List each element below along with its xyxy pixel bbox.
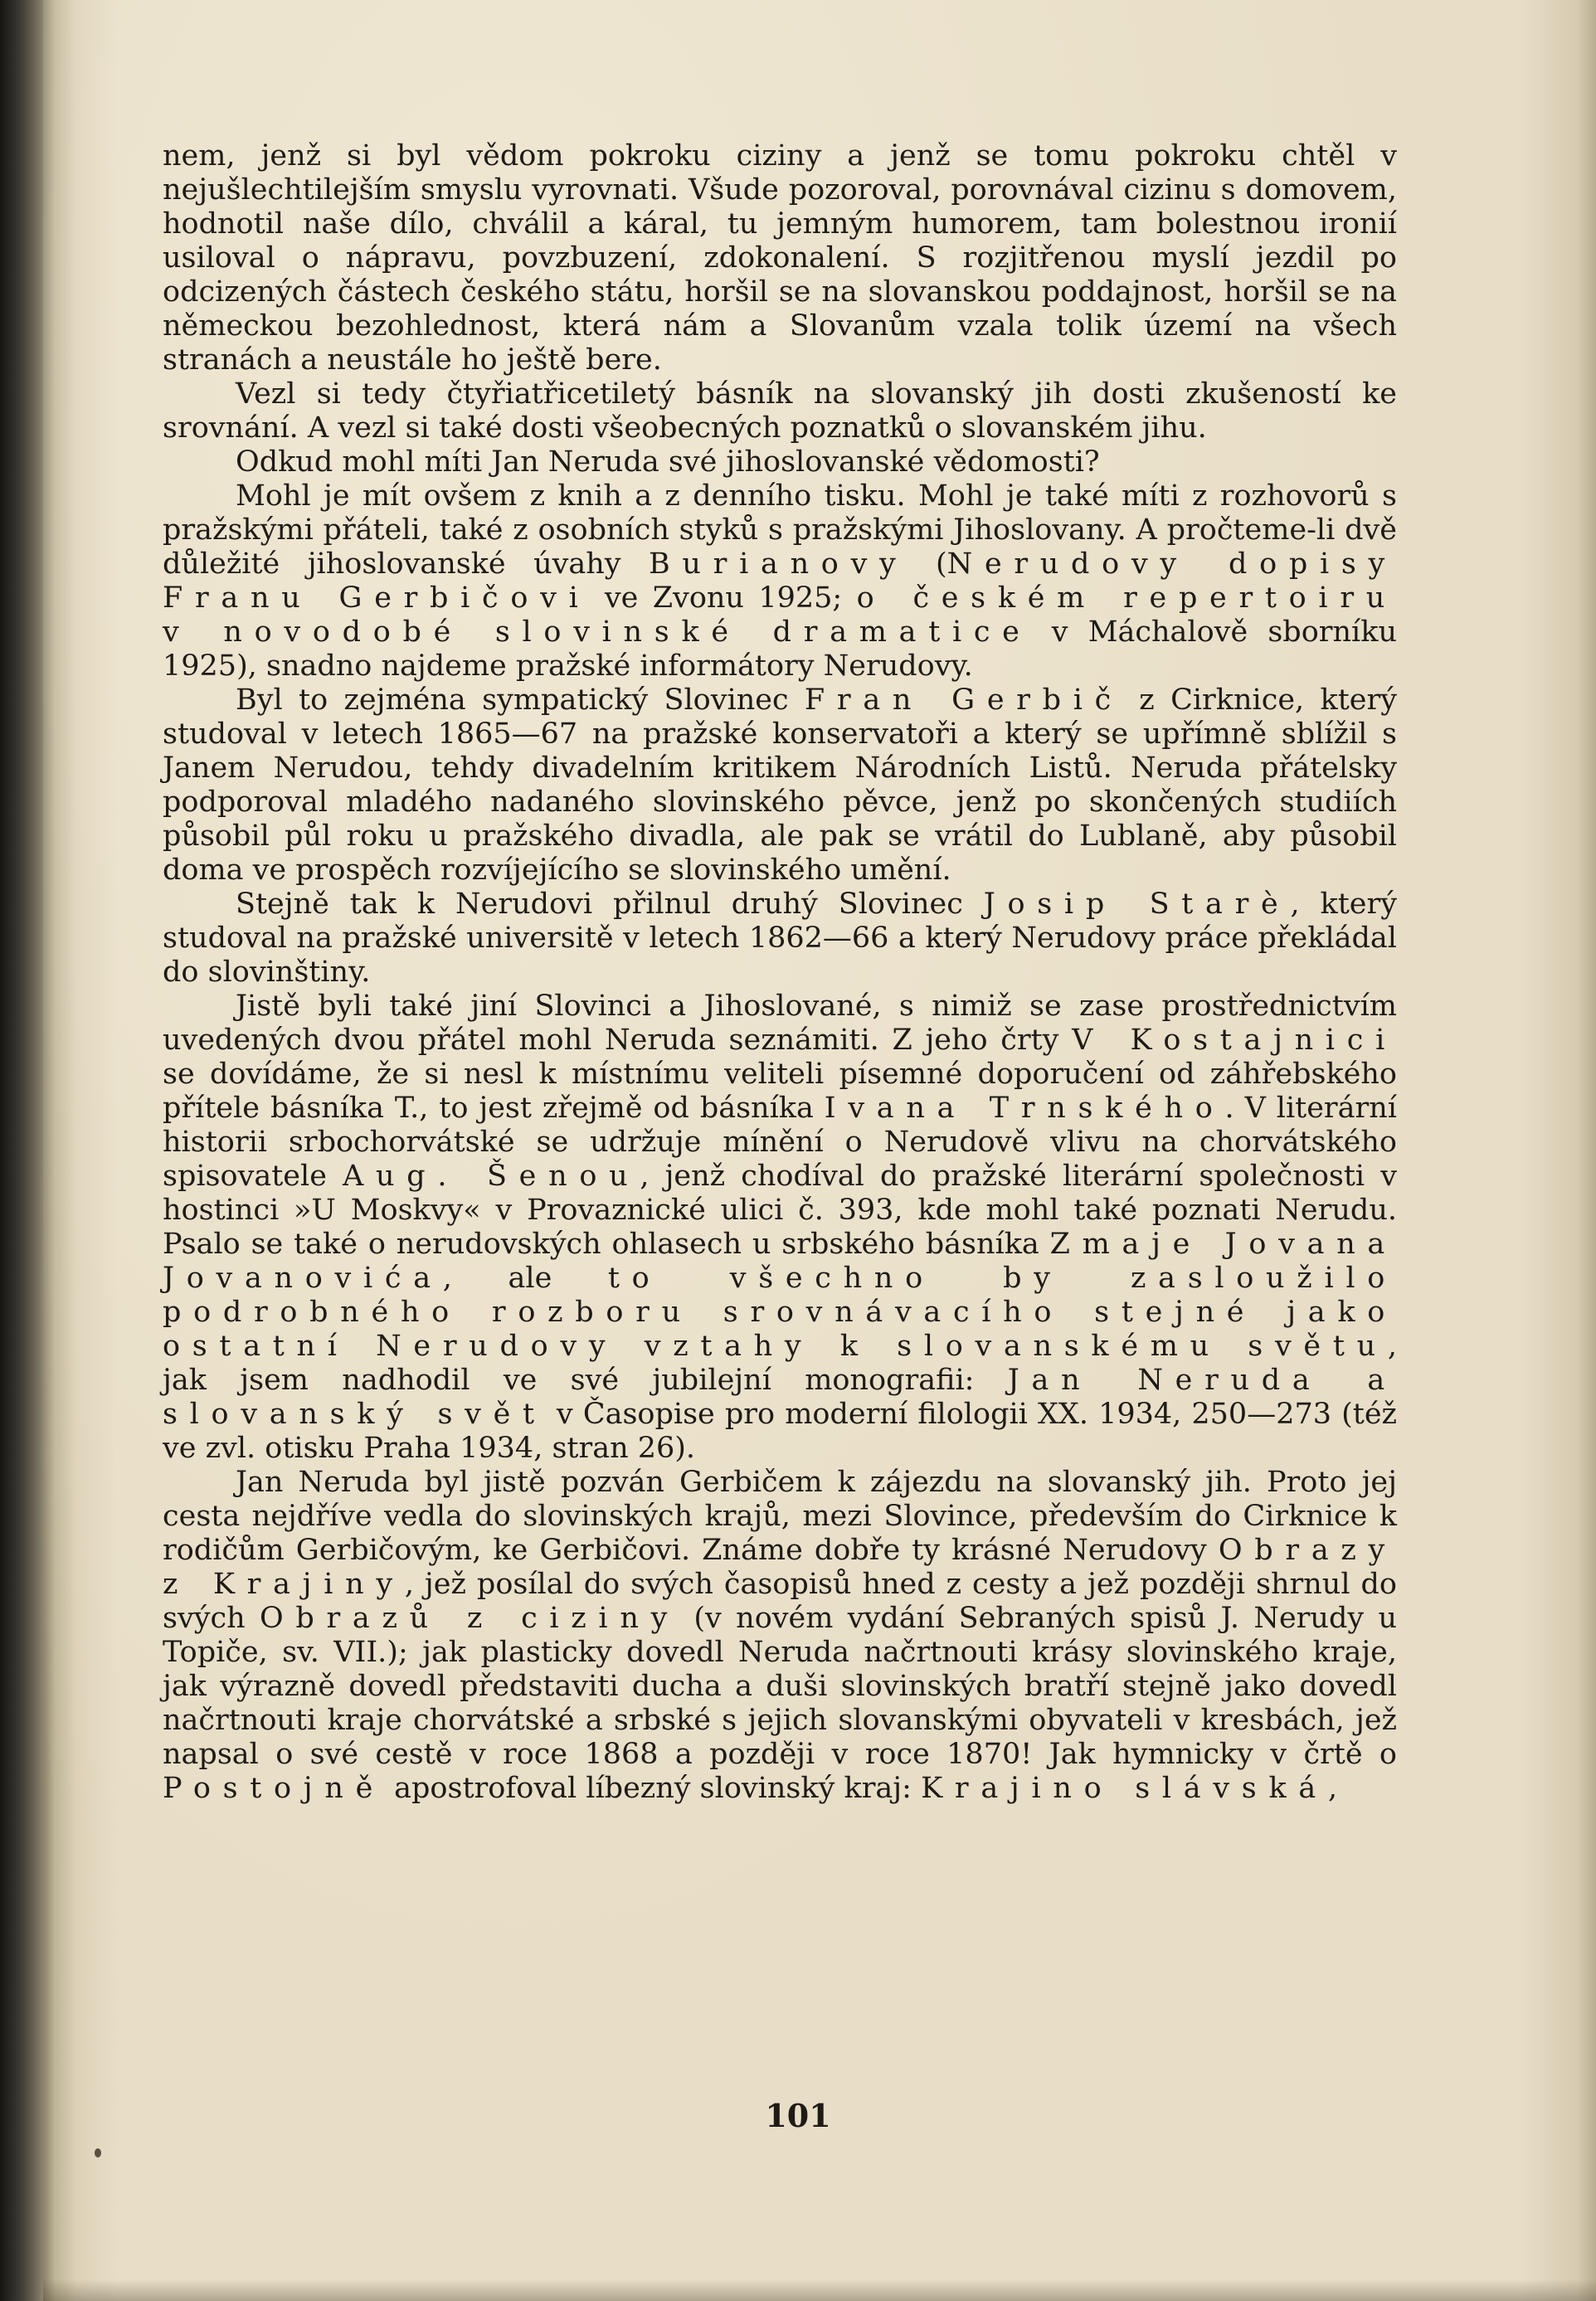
text-run: v Časopise pro moderní filologii XX. 1934, 250—273 (též ve zvl. otisku Praha 1934, stran 26). bbox=[163, 1398, 1397, 1465]
spaced-emphasis: Josip Starè bbox=[983, 888, 1291, 921]
text-run: v Máchalově sborníku 1925), snadno najdeme pražské informátory Nerudovy. bbox=[163, 615, 1397, 683]
spaced-emphasis: Jan Neruda a slovanský svět bbox=[163, 1364, 1397, 1431]
text-run: (v novém vydání Sebraných spisů J. Nerudy u Topiče, sv. VII.); jak plasticky dovedl Neruda načrtnouti krásy slovinského kraje, jak výrazně dovedl představiti ducha a duši slovinských bratří stejně jako dovedl načrtnouti kraje chorvátské a srbské s jejich slovanskými obyvateli v kresbách, jež napsal o své cestě v roce 1868 a později v roce 1870! Jak hymnicky v črtě o bbox=[163, 1602, 1397, 1771]
text-run: Stejně tak k Nerudovi přilnul druhý Slovinec bbox=[236, 888, 984, 921]
text-run: Mohl je mít ovšem z knih a z denního tisku. Mohl je také míti z rozhovorů s pražskými přáteli, také z osobních styků s pražskými Jihoslovany. A pročteme-li dvě důležité jihoslovanské úvahy bbox=[163, 479, 1397, 581]
text-run: , jenž chodíval do pražské literární společnosti v hostinci »U Moskvy« v Provaznické ulici č. 393, kde mohl také poznati Nerudu. Psalo se také o nerudovských ohlasech u srbského básníka bbox=[163, 1160, 1397, 1261]
page-number: 101 bbox=[765, 2097, 831, 2134]
text-run: nem, jenž si byl vědom pokroku ciziny a jenž se tomu pokroku chtěl v nejušlechtilejším smyslu vyrovnati. Všude pozoroval, porovnával cizinu s domovem, hodnotil naše dílo, chválil a káral, tu jemným humorem, tam bolestnou ironií usiloval o nápravu, povzbuzení, zdokonalení. S rozjitřenou myslí jezdil po odcizených částech českého státu, horšil se na slovanskou poddajnost, horšil se na německou bezohlednost, která nám a Slovanům vzala tolik území na všech stranách a neustále ho ještě bere. bbox=[163, 139, 1397, 377]
paragraph-6 bbox=[163, 888, 1397, 990]
paragraph-4 bbox=[163, 479, 1397, 683]
paragraph-5 bbox=[163, 683, 1397, 888]
text-run: , jak jsem nadhodil ve své jubilejní monografii: bbox=[163, 1330, 1397, 1397]
text-run: , ale bbox=[442, 1262, 608, 1295]
text-run: , jež posílal do svých časopisů hned z cesty a jež později shrnul do svých bbox=[163, 1568, 1397, 1635]
text-run: . V literární historii srbochorvátské se udržuje mínění o Nerudově vlivu na chorvátského spisovatele bbox=[163, 1092, 1397, 1193]
text-run: apostrofoval líbezný slovinský kraj: bbox=[385, 1772, 922, 1805]
text-run: , bbox=[1327, 1772, 1338, 1805]
spaced-emphasis: Nerudovy dopisy Franu Gerbičovi bbox=[163, 547, 1397, 615]
spaced-emphasis: Krajino slávská bbox=[921, 1772, 1328, 1805]
spaced-emphasis: Postojně bbox=[163, 1772, 386, 1805]
text-run: Vezl si tedy čtyřiatřicetiletý básník na slovanský jih dosti zkušeností ke srovnání. A vezl si také dosti všeobecných poznatků o slovanském jihu. bbox=[163, 377, 1397, 445]
paragraph-1 bbox=[163, 139, 1397, 377]
page-bottom-edge bbox=[43, 2279, 1596, 2301]
spaced-emphasis: Obrazy z Krajiny bbox=[163, 1534, 1397, 1601]
paragraph-3 bbox=[163, 445, 1397, 479]
spaced-emphasis: Ivana Trnského bbox=[824, 1092, 1225, 1125]
margin-ink-spot bbox=[95, 2148, 101, 2157]
paragraph-7 bbox=[163, 990, 1397, 1466]
body-text bbox=[163, 139, 1397, 1806]
spaced-emphasis: o českém repertoiru v novodobé slovinské dramatice bbox=[163, 581, 1397, 649]
spaced-emphasis: Aug. Šenou bbox=[343, 1160, 640, 1193]
text-run: Jan Neruda byl jistě pozván Gerbičem k zájezdu na slovanský jih. Proto jej cesta nejdříve vedla do slovinských krajů, mezi Slovince, především do Cirknice k rodičům Gerbičovým, ke Gerbičovi. Známe dobře ty krásné Nerudovy bbox=[163, 1466, 1397, 1567]
text-run: , který studoval na pražské universitě v letech 1862—66 a který Nerudovy práce překládal do slovinštiny. bbox=[163, 888, 1398, 989]
spaced-emphasis: Obrazů z ciziny bbox=[260, 1602, 680, 1635]
spaced-emphasis: V Kostajnici bbox=[1072, 1024, 1397, 1057]
paragraph-2 bbox=[163, 377, 1397, 445]
spaced-emphasis: Fran Gerbič bbox=[804, 683, 1123, 717]
spaced-emphasis: to všechno by zasloužilo podrobného rozboru srovnávacího stejné jako ostatní Nerudovy vztahy k slovanskému světu bbox=[163, 1262, 1398, 1363]
paragraph-8 bbox=[163, 1466, 1397, 1806]
text-run: Jistě byli také jiní Slovinci a Jihoslované, s nimiž se zase prostřednictvím uvedených dvou přátel mohl Neruda seznámiti. Z jeho črty bbox=[163, 990, 1397, 1057]
spaced-emphasis: Zmaje Jovana Jovanovića bbox=[163, 1228, 1397, 1295]
spaced-emphasis: Burianovy bbox=[649, 547, 908, 581]
text-run: Byl to zejména sympatický Slovinec bbox=[236, 683, 805, 717]
text-run: Odkud mohl míti Jan Neruda své jihoslovanské vědomosti? bbox=[236, 445, 1100, 479]
text-run: z Cirknice, který studoval v letech 1865—67 na pražské konservatoři a který se upřímně sblížil s Janem Nerudou, tehdy divadelním kritikem Národních Listů. Neruda přátelsky podporoval mladého nadaného slovinského pěvce, jenž po skončených studiích působil půl roku u pražského divadla, ale pak se vrátil do Lublaně, aby působil doma ve prospěch rozvíjejícího se slovinského umění. bbox=[163, 683, 1397, 887]
text-run: ( bbox=[907, 547, 947, 581]
book-binding-shadow bbox=[0, 0, 43, 2301]
text-run: ve Zvonu 1925; bbox=[590, 581, 857, 615]
text-run: se dovídáme, že si nesl k místnímu veliteli písemné doporučení od záhřebského přítele básníka T., to jest zřejmě od básníka bbox=[163, 1058, 1397, 1125]
